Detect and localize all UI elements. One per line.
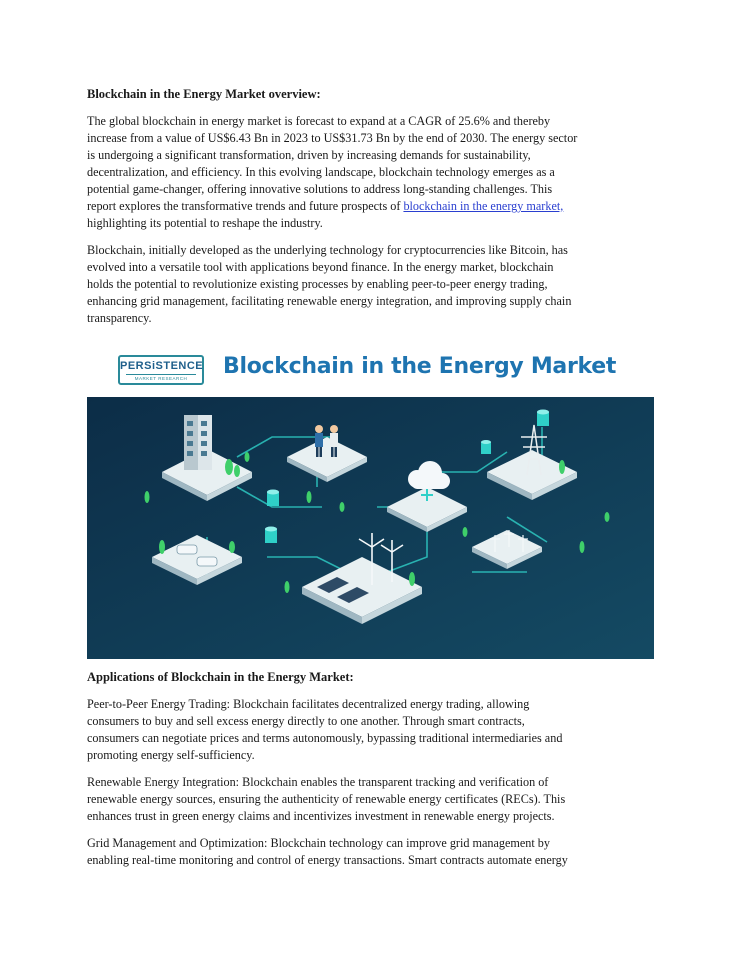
persistence-logo — [118, 355, 204, 385]
text-line: report explores the transformative trends and future prospects of — [87, 199, 404, 213]
document-content — [87, 86, 647, 879]
text-line: holds the potential to revolutionize existing processes by enabling peer-to-peer energy trading, — [87, 277, 548, 291]
blockchain-energy-illustration — [87, 397, 654, 659]
text-line: transparency. — [87, 311, 152, 325]
banner-title: Blockchain in the Energy Market — [223, 354, 617, 379]
text-line: The global blockchain in energy market is forecast to expand at a CAGR of 25.6% and thereby — [87, 114, 551, 128]
text-line: decentralization, and efficiency. In this evolving landscape, blockchain technology emerges as a — [87, 165, 555, 179]
text-line: promoting energy self-sufficiency. — [87, 748, 255, 762]
text-line: highlighting its potential to reshape the industry. — [87, 216, 323, 230]
text-line: Renewable Energy Integration: Blockchain enables the transparent tracking and verification of — [87, 775, 549, 789]
text-line: evolved into a versatile tool with applications beyond finance. In the energy market, blockchain — [87, 260, 554, 274]
text-line: enhancing grid management, facilitating renewable energy integration, and improving supply chain — [87, 294, 572, 308]
text-line: potential game-changer, offering innovative solutions to address long-standing challenges. This — [87, 182, 553, 196]
applications-heading: Applications of Blockchain in the Energy Market: — [87, 670, 354, 684]
text-line: Grid Management and Optimization: Blockchain technology can improve grid management by — [87, 836, 550, 850]
report-banner — [87, 349, 654, 397]
text-line: renewable energy sources, ensuring the authenticity of renewable energy certificates (RECs). This — [87, 792, 566, 806]
text-line: enhances trust in green energy claims and incentivizes investment in renewable energy projects. — [87, 809, 555, 823]
overview-paragraph-1 — [87, 113, 647, 232]
applications-paragraph-2 — [87, 774, 647, 825]
text-line: enabling real-time monitoring and control of energy transactions. Smart contracts automate energy — [87, 853, 568, 867]
text-line: is undergoing a significant transformation, driven by increasing demands for sustainability, — [87, 148, 531, 162]
logo-sub-text: MARKET RESEARCH — [126, 374, 196, 382]
applications-section — [87, 669, 647, 869]
blockchain-energy-market-link[interactable]: blockchain in the energy market, — [403, 199, 564, 213]
applications-paragraph-3 — [87, 835, 647, 869]
text-line: consumers to buy and sell excess energy directly to one another. Through smart contracts, — [87, 714, 525, 728]
logo-main-text: PERSiSTENCE — [120, 360, 204, 372]
text-line: Blockchain, initially developed as the underlying technology for cryptocurrencies like Bitcoin, has — [87, 243, 568, 257]
text-line: consumers can negotiate prices and terms autonomously, bypassing traditional intermediaries and — [87, 731, 563, 745]
text-line: Peer-to-Peer Energy Trading: Blockchain facilitates decentralized energy trading, allowing — [87, 697, 530, 711]
overview-heading: Blockchain in the Energy Market overview: — [87, 87, 321, 101]
text-line: increase from a value of US$6.43 Bn in 2023 to US$31.73 Bn by the end of 2030. The energy sector — [87, 131, 578, 145]
overview-paragraph-2 — [87, 242, 647, 327]
applications-paragraph-1 — [87, 696, 647, 764]
